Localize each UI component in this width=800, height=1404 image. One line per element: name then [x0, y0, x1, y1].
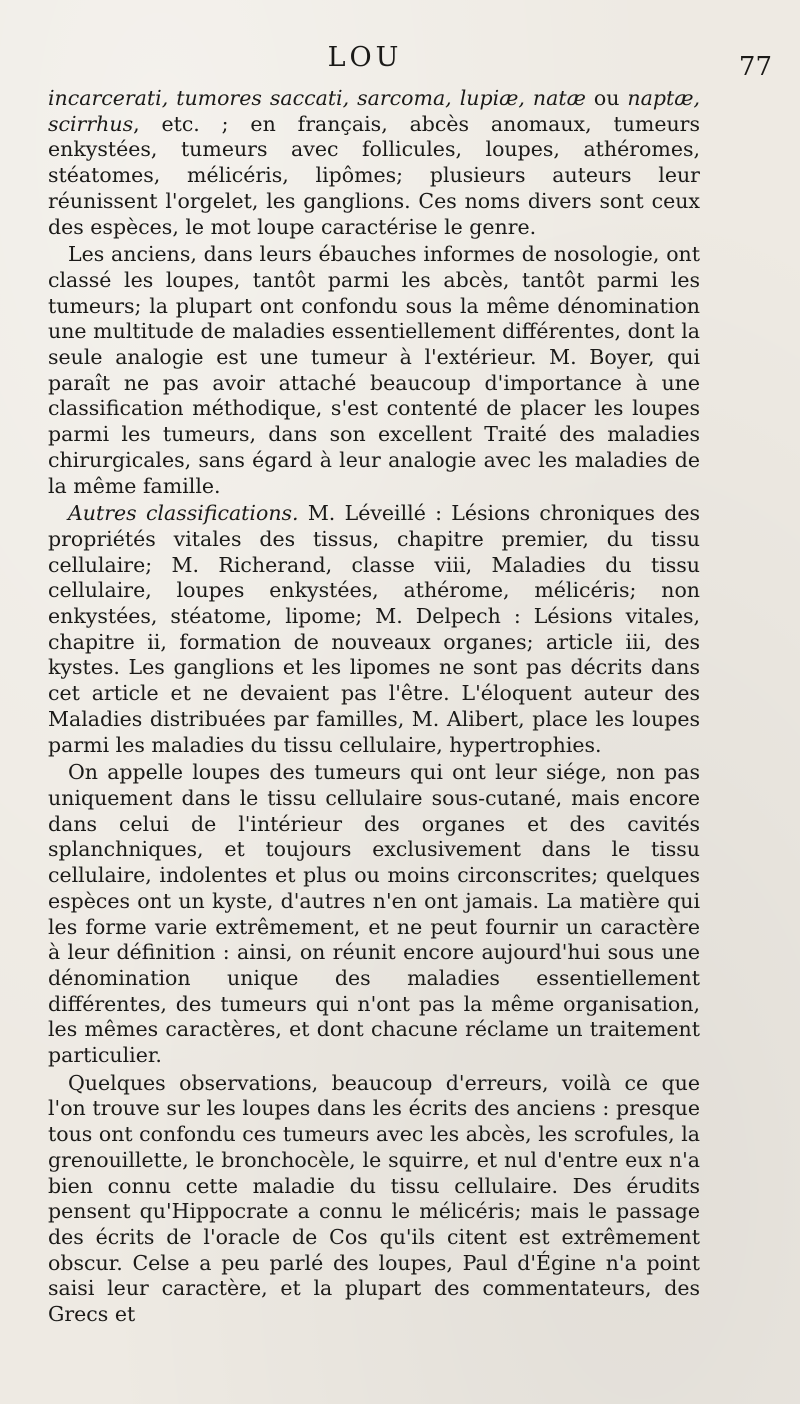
italic-run: naptæ, scirrhus: [48, 86, 700, 136]
italic-run: incarcerati, tumores saccati, sarcoma, lupiæ, natæ: [48, 86, 586, 110]
body-text: [48, 86, 700, 1328]
running-head: LOU: [327, 42, 403, 73]
text-run: , etc. ; en français, abcès anomaux, tumeurs enkystées, tumeurs avec follicules, loupes, athéromes, stéatomes, mélicéris, lipômes; plusieurs auteurs leur réunissent l'orgelet, les ganglions. Ces noms divers sont ceux des espèces, le mot loupe caractérise le genre.: [48, 111, 700, 239]
paragraph: [48, 501, 700, 758]
italic-run: Autres classifications.: [68, 501, 299, 526]
text-run: Quelques observations, beaucoup d'erreurs, voilà ce que l'on trouve sur les loupes dans les écrits des anciens : presque tous ont confondu ces tumeurs avec les abcès, les scrofules, la grenouillette, le bronchocèle, le squirre, et nul d'entre eux n'a bien connu cette maladie du tissu cellulaire. Des érudits pensent qu'Hippocrate a connu le mélicéris; mais le passage des écrits de l'oracle de Cos qu'ils citent est extrêmement obscur. Celse a peu parlé des loupes, Paul d'Égine n'a point saisi leur caractère, et la plupart des commentateurs, des Grecs et: [48, 1070, 700, 1327]
text-run: M. Léveillé : Lésions chroniques des propriétés vitales des tissus, chapitre premier, du tissu cellulaire; M. Richerand, classe viii, Maladies du tissu cellulaire, loupes enkystées, athérome, mélicéris; non enkystées, stéatome, lipome; M. Delpech : Lésions vitales, chapitre ii, formation de nouveaux organes; article iii, des kystes. Les ganglions et les lipomes ne sont pas décrits dans cet article et ne devaient pas l'être. L'éloquent auteur des Maladies distribuées par familles, M. Alibert, place les loupes parmi les maladies du tissu cellulaire, hypertrophies.: [48, 501, 700, 757]
text-run: On appelle loupes des tumeurs qui ont leur siége, non pas uniquement dans le tissu cellulaire sous-cutané, mais encore dans celui de l'intérieur des organes et des cavités splanchniques, et toujours exclusivement dans le tissu cellulaire, indolentes et plus ou moins circonscrites; quelques espèces ont un kyste, d'autres n'en ont jamais. La matière qui les forme varie extrêmement, et ne peut fournir un caractère à leur définition : ainsi, on réunit encore aujourd'hui sous une dénomination unique des maladies essentiellement différentes, des tumeurs qui n'ont pas la même organisation, les mêmes caractères, et dont chacune réclame un traitement particulier.: [48, 760, 700, 1068]
text-run: ou: [585, 86, 628, 110]
paragraph: [48, 86, 700, 240]
page-number: 77: [738, 52, 772, 82]
page-header: [0, 40, 800, 80]
paragraph: [48, 1071, 700, 1328]
paragraph: [48, 760, 700, 1068]
paragraph: [48, 242, 700, 499]
text-run: Les anciens, dans leurs ébauches informes de nosologie, ont classé les loupes, tantôt parmi les abcès, tantôt parmi les tumeurs; la plupart ont confondu sous la même dénomination une multitude de maladies essentiellement différentes, dont la seule analogie est une tumeur à l'extérieur. M. Boyer, qui paraît ne pas avoir attaché beaucoup d'importance à une classification méthodique, s'est contenté de placer les loupes parmi les tumeurs, dans son excellent Traité des maladies chirurgicales, sans égard à leur analogie avec les maladies de la même famille.: [48, 242, 700, 498]
